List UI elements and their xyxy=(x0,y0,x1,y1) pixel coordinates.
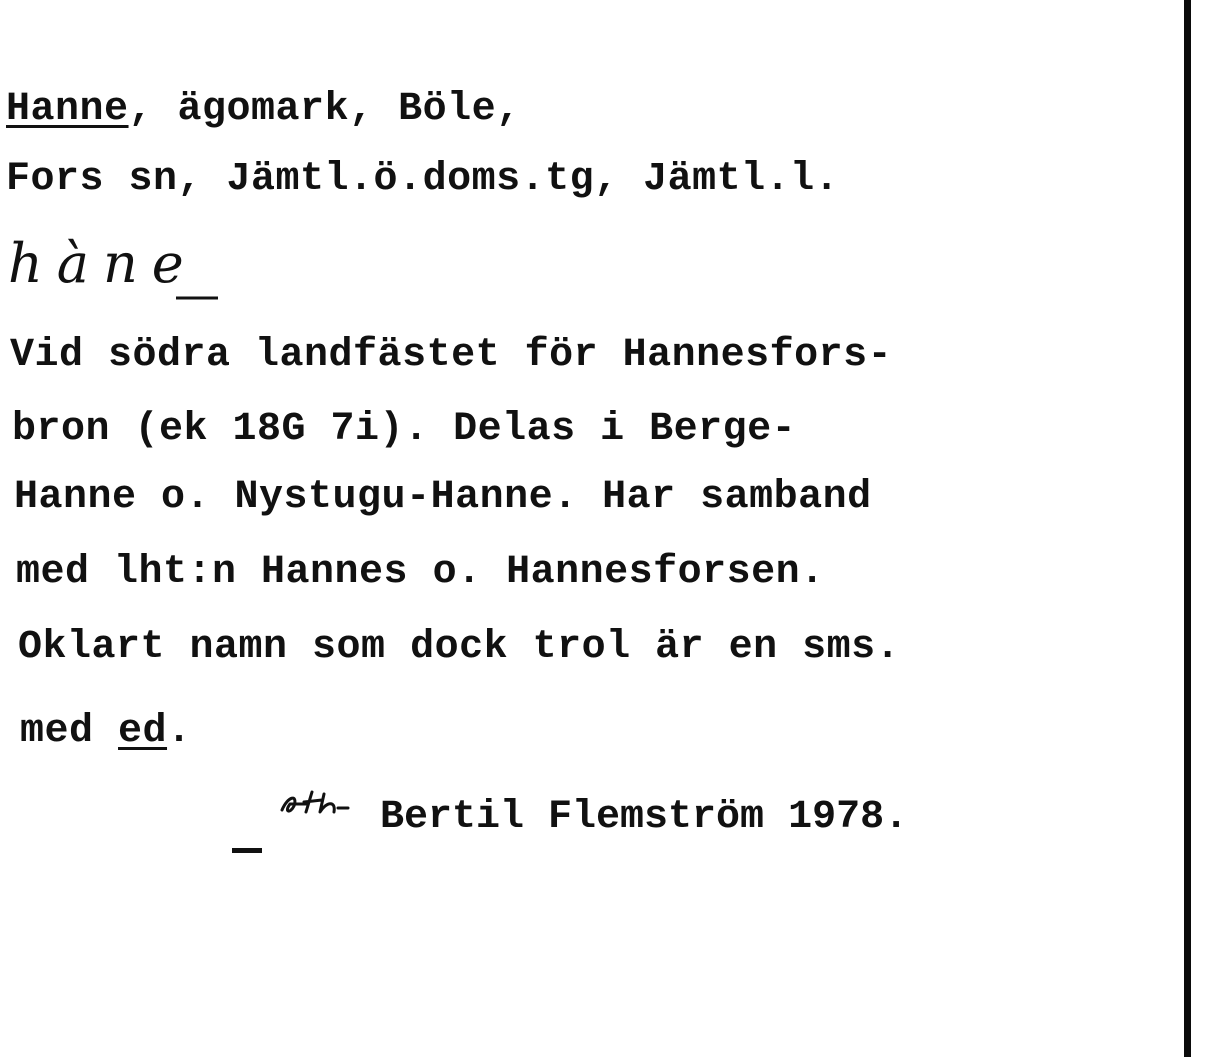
description-line-4: med lht:n Hannes o. Hannesforsen. xyxy=(16,550,825,595)
card-edge-line xyxy=(1184,0,1191,1057)
location-line: Fors sn, Jämtl.ö.doms.tg, Jämtl.l. xyxy=(6,157,840,202)
description-line-5: Oklart namn som dock trol är en sms. xyxy=(18,625,901,670)
description-line-3: Hanne o. Nystugu-Hanne. Har samband xyxy=(14,475,872,520)
pronunciation-handwriting xyxy=(4,220,324,300)
heading-line xyxy=(6,87,521,132)
description-line-6 xyxy=(20,709,192,754)
heading-rest: , ägomark, Böle, xyxy=(128,87,521,132)
ed-underlined: ed xyxy=(118,709,168,754)
description-line-1: Vid södra landfästet för Hannesfors- xyxy=(10,333,893,378)
pronunciation-text: hàne xyxy=(8,232,198,295)
description-line-2: bron (ek 18G 7i). Delas i Berge- xyxy=(12,407,797,452)
last-line-prefix: med xyxy=(20,709,119,754)
headword: Hanne xyxy=(6,87,129,132)
signature-dash xyxy=(232,848,262,853)
last-line-suffix: . xyxy=(167,709,192,754)
handwritten-initials xyxy=(276,782,366,822)
signature: Bertil Flemström 1978. xyxy=(380,795,909,840)
